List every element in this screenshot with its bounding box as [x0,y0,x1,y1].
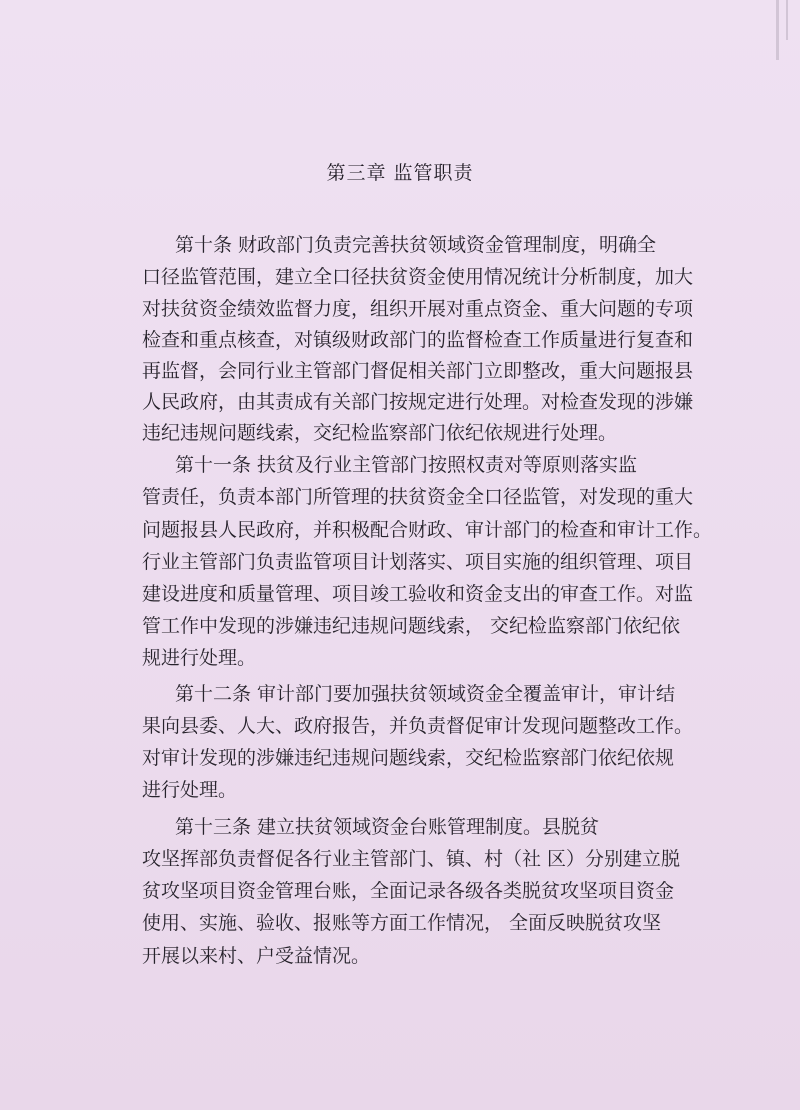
paragraph-line: 攻坚挥部负责督促各行业主管部门、镇、村（社 区）分别建立脱 [142,848,681,870]
paragraph-line: 第十条 财政部门负责完善扶贫领域资金管理制度，明确全 [175,234,657,256]
scan-edge-mark [786,0,788,40]
paragraph-line: 问题报县人民政府，并积极配合财政、审计部门的检查和审计工作。 [142,519,713,541]
paragraph-line: 建设进度和质量管理、项目竣工验收和资金支出的审查工作。对监 [142,583,694,605]
paragraph-line: 人民政府，由其责成有关部门按规定进行处理。对检查发现的涉嫌 [142,391,694,413]
paragraph-line: 第十二条 审计部门要加强扶贫领域资金全覆盖审计，审计结 [175,683,676,705]
paragraph-line: 贫攻坚项目资金管理台账，全面记录各级各类脱贫攻坚项目资金 [142,880,675,902]
paragraph-line: 开展以来村、户受益情况。 [142,945,371,967]
paragraph-line: 行业主管部门负责监管项目计划落实、项目实施的组织管理、项目 [142,551,694,573]
paragraph-line: 第十一条 扶贫及行业主管部门按照权责对等原则落实监 [175,454,638,476]
paragraph-line: 管工作中发现的涉嫌违纪违规问题线索， 交纪检监察部门依纪依 [142,615,681,637]
paragraph-line: 再监督，会同行业主管部门督促相关部门立即整改，重大问题报县 [142,360,694,382]
paragraph-line: 果向县委、人大、政府报告，并负责督促审计发现问题整改工作。 [142,715,694,737]
paragraph-line: 对审计发现的涉嫌违纪违规问题线索，交纪检监察部门依纪依规 [142,747,675,769]
paragraph-line: 使用、实施、验收、报账等方面工作情况， 全面反映脱贫攻坚 [142,912,662,934]
paragraph-line: 第十三条 建立扶贫领域资金台账管理制度。县脱贫 [175,816,600,838]
paragraph-line: 违纪违规问题线索，交纪检监察部门依纪依规进行处理。 [142,422,618,444]
paragraph-line: 口径监管范围，建立全口径扶贫资金使用情况统计分析制度，加大 [142,266,694,288]
paragraph-line: 检查和重点核查，对镇级财政部门的监督检查工作质量进行复查和 [142,329,694,351]
paragraph-line: 对扶贫资金绩效监督力度，组织开展对重点资金、重大问题的专项 [142,298,694,320]
paragraph-line: 管责任，负责本部门所管理的扶贫资金全口径监管，对发现的重大 [142,486,694,508]
paragraph-line: 规进行处理。 [142,647,257,669]
scan-edge-mark [776,0,779,60]
chapter-title: 第三章 监管职责 [326,162,474,184]
paragraph-line: 进行处理。 [142,779,238,801]
